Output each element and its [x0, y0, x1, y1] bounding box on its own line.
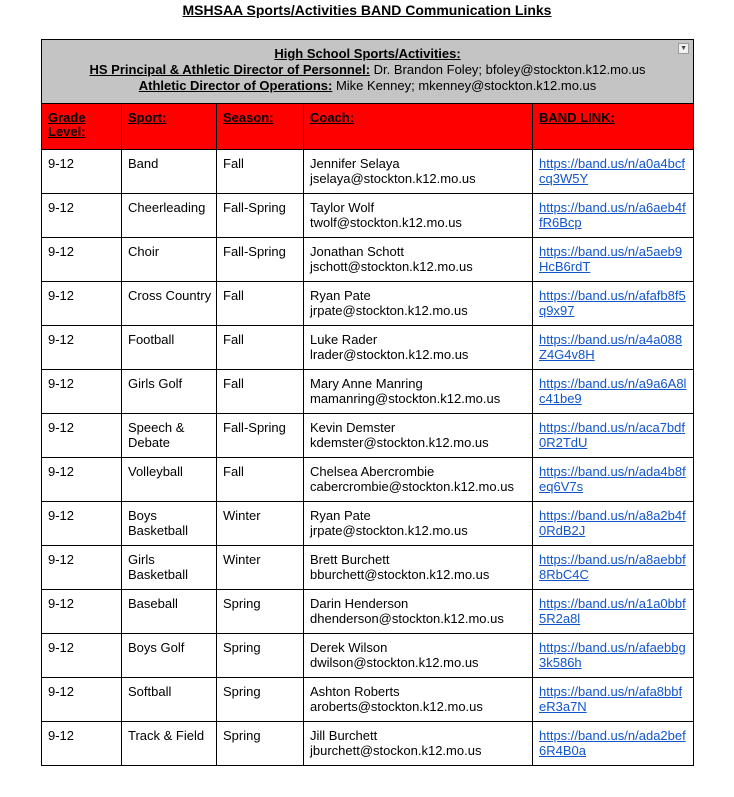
coach-name: Jill Burchett: [310, 728, 378, 743]
coach-email: bburchett@stockton.k12.mo.us: [310, 567, 490, 582]
coach-name: Brett Burchett: [310, 552, 390, 567]
coach-name: Darin Henderson: [310, 596, 409, 611]
banner-principal-line: [42, 62, 693, 78]
grade-text: 9-12: [48, 640, 75, 655]
table-row: [42, 722, 694, 766]
grade-text: 9-12: [48, 552, 75, 567]
season-cell: [217, 326, 304, 370]
season-cell: [217, 502, 304, 546]
coach-email: kdemster@stockton.k12.mo.us: [310, 435, 489, 450]
season-cell: [217, 414, 304, 458]
band-link[interactable]: https://band.us/n/a8aebbf8RbC4C: [539, 552, 686, 582]
header-row: [42, 104, 694, 150]
grade-cell: [42, 458, 122, 502]
sport-cell: [122, 590, 217, 634]
sport-text: Baseball: [128, 596, 178, 611]
season-cell: [217, 194, 304, 238]
grade-cell: [42, 150, 122, 194]
band-link-cell: [533, 722, 694, 766]
grade-cell: [42, 194, 122, 238]
grade-cell: [42, 678, 122, 722]
band-link-cell: [533, 590, 694, 634]
coach-email: jrpate@stockton.k12.mo.us: [310, 523, 468, 538]
sport-text: Track & Field: [128, 728, 205, 743]
sport-text: Girls Basketball: [128, 552, 188, 582]
coach-cell: [304, 678, 533, 722]
coach-email: jburchett@stockon.k12.mo.us: [310, 743, 482, 758]
season-text: Winter: [223, 508, 261, 523]
grade-cell: [42, 722, 122, 766]
season-cell: [217, 678, 304, 722]
season-cell: [217, 634, 304, 678]
table-row: [42, 678, 694, 722]
sport-cell: [122, 238, 217, 282]
coach-email: twolf@stockton.k12.mo.us: [310, 215, 462, 230]
table-row: [42, 634, 694, 678]
coach-cell: [304, 590, 533, 634]
season-cell: [217, 370, 304, 414]
band-link-cell: [533, 238, 694, 282]
season-text: Fall: [223, 332, 244, 347]
table-row: [42, 326, 694, 370]
coach-name: Ryan Pate: [310, 508, 371, 523]
season-text: Winter: [223, 552, 261, 567]
table-row: [42, 458, 694, 502]
season-text: Fall: [223, 288, 244, 303]
band-link-cell: [533, 370, 694, 414]
coach-cell: [304, 238, 533, 282]
sport-cell: [122, 282, 217, 326]
sport-text: Choir: [128, 244, 160, 259]
grade-cell: [42, 634, 122, 678]
table-row: [42, 546, 694, 590]
band-link[interactable]: https://band.us/n/a5aeb9HcB6rdT: [539, 244, 683, 274]
coach-name: Derek Wilson: [310, 640, 388, 655]
band-link-cell: [533, 678, 694, 722]
band-link-cell: [533, 634, 694, 678]
season-cell: [217, 722, 304, 766]
coach-email: mamanring@stockton.k12.mo.us: [310, 391, 501, 406]
band-link-cell: [533, 414, 694, 458]
coach-name: Mary Anne Manring: [310, 376, 423, 391]
coach-name: Luke Rader: [310, 332, 378, 347]
table-row: [42, 502, 694, 546]
principal-label: HS Principal & Athletic Director of Personnel:: [89, 62, 371, 77]
operations-value: Mike Kenney; mkenney@stockton.k12.mo.us: [332, 78, 597, 93]
band-link-cell: [533, 458, 694, 502]
coach-cell: [304, 194, 533, 238]
band-link[interactable]: https://band.us/n/a9a6A8lc41be9: [539, 376, 687, 406]
document-title: MSHSAA Sports/Activities BAND Communication Links: [182, 2, 552, 18]
band-link[interactable]: https://band.us/n/ada2bef6R4B0a: [539, 728, 686, 758]
coach-email: cabercrombie@stockton.k12.mo.us: [310, 479, 514, 494]
grade-text: 9-12: [48, 684, 75, 699]
band-link[interactable]: https://band.us/n/ada4b8feq6V7s: [539, 464, 686, 494]
grade-text: 9-12: [48, 200, 75, 215]
sport-text: Girls Golf: [128, 376, 183, 391]
principal-value: Dr. Brandon Foley; bfoley@stockton.k12.mo.us: [370, 62, 646, 77]
coach-cell: [304, 370, 533, 414]
header-grade: Grade Level:: [42, 104, 122, 150]
coach-email: dhenderson@stockton.k12.mo.us: [310, 611, 504, 626]
table-row: [42, 590, 694, 634]
header-band-link: BAND LINK:: [533, 104, 694, 150]
sport-cell: [122, 502, 217, 546]
grade-cell: [42, 546, 122, 590]
band-link[interactable]: https://band.us/n/a0a4bcfcq3W5Y: [539, 156, 685, 186]
table-row: [42, 414, 694, 458]
season-text: Spring: [223, 596, 261, 611]
grade-text: 9-12: [48, 156, 75, 171]
coach-cell: [304, 634, 533, 678]
coach-name: Ashton Roberts: [310, 684, 400, 699]
sport-text: Cross Country: [128, 288, 212, 303]
coach-cell: [304, 722, 533, 766]
season-cell: [217, 282, 304, 326]
grade-text: 9-12: [48, 376, 75, 391]
header-season: Season:: [217, 104, 304, 150]
coach-email: jschott@stockton.k12.mo.us: [310, 259, 473, 274]
coach-cell: [304, 150, 533, 194]
sport-text: Band: [128, 156, 159, 171]
season-text: Spring: [223, 684, 261, 699]
sport-cell: [122, 150, 217, 194]
grade-text: 9-12: [48, 288, 75, 303]
banner-row: [42, 40, 694, 104]
coach-email: jselaya@stockton.k12.mo.us: [310, 171, 476, 186]
season-text: Fall-Spring: [223, 244, 286, 259]
grade-text: 9-12: [48, 244, 75, 259]
sport-text: Boys Golf: [128, 640, 185, 655]
coach-cell: [304, 282, 533, 326]
banner-heading-line: [42, 46, 693, 62]
coach-email: dwilson@stockton.k12.mo.us: [310, 655, 479, 670]
sport-text: Boys Basketball: [128, 508, 188, 538]
season-cell: [217, 458, 304, 502]
band-links-table: [41, 39, 694, 766]
coach-name: Taylor Wolf: [310, 200, 375, 215]
season-text: Spring: [223, 640, 261, 655]
sport-cell: [122, 722, 217, 766]
season-text: Fall: [223, 464, 244, 479]
coach-name: Chelsea Abercrombie: [310, 464, 435, 479]
table-row: [42, 238, 694, 282]
sport-text: Cheerleading: [128, 200, 206, 215]
coach-email: jrpate@stockton.k12.mo.us: [310, 303, 468, 318]
chevron-down-icon[interactable]: ▼: [678, 43, 689, 54]
grade-cell: [42, 414, 122, 458]
band-link-cell: [533, 502, 694, 546]
table-row: [42, 282, 694, 326]
season-cell: [217, 590, 304, 634]
sport-text: Volleyball: [128, 464, 183, 479]
sport-cell: [122, 546, 217, 590]
coach-cell: [304, 458, 533, 502]
grade-cell: [42, 590, 122, 634]
band-link[interactable]: https://band.us/n/afafb8f5q9x97: [539, 288, 686, 318]
grade-cell: [42, 370, 122, 414]
band-link-cell: [533, 150, 694, 194]
grade-cell: [42, 326, 122, 370]
band-link[interactable]: https://band.us/n/afa8bbfeR3a7N: [539, 684, 683, 714]
coach-cell: [304, 326, 533, 370]
grade-text: 9-12: [48, 728, 75, 743]
season-text: Fall-Spring: [223, 420, 286, 435]
coach-cell: [304, 502, 533, 546]
sport-text: Speech & Debate: [128, 420, 185, 450]
band-link[interactable]: https://band.us/n/afaebbg3k586h: [539, 640, 686, 670]
sport-cell: [122, 678, 217, 722]
sport-cell: [122, 370, 217, 414]
grade-text: 9-12: [48, 508, 75, 523]
coach-email: lrader@stockton.k12.mo.us: [310, 347, 469, 362]
grade-cell: [42, 282, 122, 326]
sport-cell: [122, 414, 217, 458]
sport-text: Softball: [128, 684, 172, 699]
table-row: [42, 150, 694, 194]
header-sport: Sport:: [122, 104, 217, 150]
banner-cell: [42, 40, 694, 104]
banner-operations-line: [42, 78, 693, 94]
band-link[interactable]: https://band.us/n/a1a0bbf5R2a8l: [539, 596, 686, 626]
sport-cell: [122, 326, 217, 370]
coach-name: Jonathan Schott: [310, 244, 404, 259]
band-link[interactable]: https://band.us/n/a8a2b4f0RdB2J: [539, 508, 686, 538]
band-link-cell: [533, 326, 694, 370]
sport-cell: [122, 634, 217, 678]
table-row: [42, 194, 694, 238]
band-link[interactable]: https://band.us/n/a4a088Z4G4v8H: [539, 332, 683, 362]
band-link-cell: [533, 546, 694, 590]
grade-text: 9-12: [48, 596, 75, 611]
coach-cell: [304, 546, 533, 590]
season-cell: [217, 546, 304, 590]
season-cell: [217, 150, 304, 194]
band-link[interactable]: https://band.us/n/a6aeb4ffR6Bcp: [539, 200, 686, 230]
season-text: Fall-Spring: [223, 200, 286, 215]
band-link-cell: [533, 194, 694, 238]
operations-label: Athletic Director of Operations:: [138, 78, 333, 93]
grade-cell: [42, 502, 122, 546]
coach-cell: [304, 414, 533, 458]
grade-cell: [42, 238, 122, 282]
header-coach: Coach:: [304, 104, 533, 150]
table-row: [42, 370, 694, 414]
grade-text: 9-12: [48, 332, 75, 347]
coach-email: aroberts@stockton.k12.mo.us: [310, 699, 483, 714]
sport-text: Football: [128, 332, 175, 347]
band-link-cell: [533, 282, 694, 326]
banner-heading: High School Sports/Activities:: [274, 46, 461, 61]
season-text: Fall: [223, 376, 244, 391]
band-link[interactable]: https://band.us/n/aca7bdf0R2TdU: [539, 420, 685, 450]
season-text: Spring: [223, 728, 261, 743]
grade-text: 9-12: [48, 464, 75, 479]
coach-name: Ryan Pate: [310, 288, 371, 303]
grade-text: 9-12: [48, 420, 75, 435]
coach-name: Jennifer Selaya: [310, 156, 400, 171]
sport-cell: [122, 194, 217, 238]
season-cell: [217, 238, 304, 282]
sport-cell: [122, 458, 217, 502]
season-text: Fall: [223, 156, 244, 171]
coach-name: Kevin Demster: [310, 420, 396, 435]
